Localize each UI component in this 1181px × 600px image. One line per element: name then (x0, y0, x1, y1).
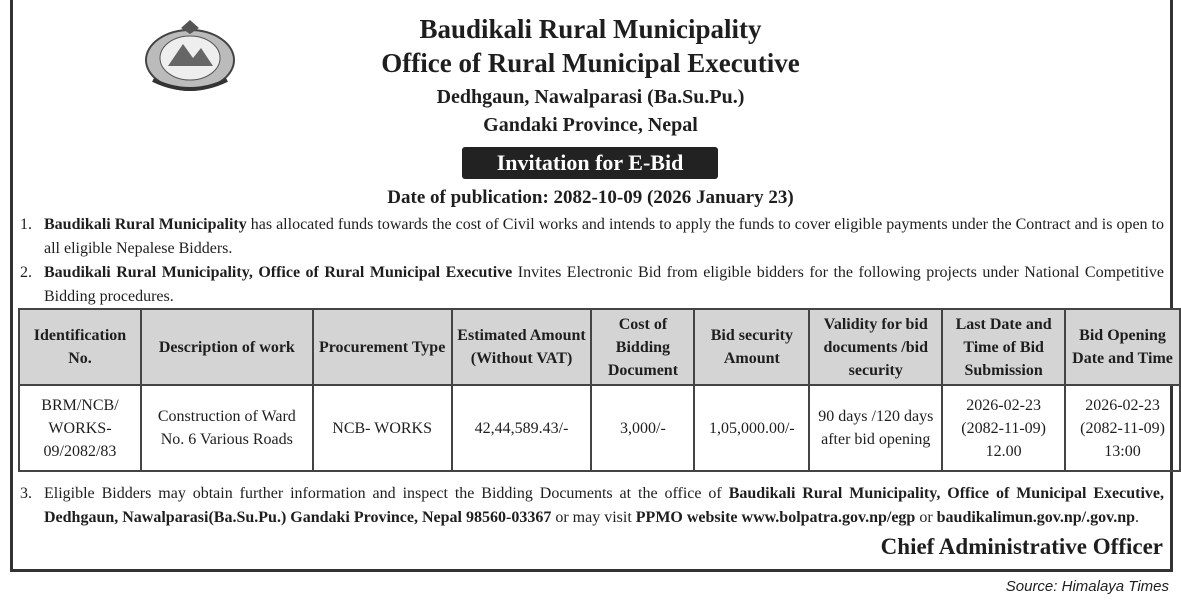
paragraph-bold: Baudikali Rural Municipality, Office of Rural Municipal Executive (44, 264, 513, 281)
paragraph-3 (20, 482, 1164, 530)
cell-security: 1,05,000.00/- (694, 385, 809, 471)
source-credit: Source: Himalaya Times (1005, 578, 1169, 595)
paragraph-bold: Baudikali Rural Municipality (44, 216, 247, 233)
bid-table (18, 308, 1181, 472)
col-validity: Validity for bid documents /bid security (809, 309, 942, 385)
paragraph-number: 2. (20, 264, 32, 281)
table-row (19, 385, 1180, 471)
office-name: Office of Rural Municipal Executive (381, 48, 800, 78)
paragraph-2 (20, 261, 1164, 309)
publication-date: Date of publication: 2082-10-09 (2026 January 23) (387, 187, 794, 208)
col-description: Description of work (141, 309, 313, 385)
paragraph-text: Invites Electronic Bid from eligible bidders for the following projects under National Competitive Bidding procedures. (44, 264, 1164, 305)
address-line: Dedhgaun, Nawalparasi (Ba.Su.Pu.) (436, 86, 745, 108)
cell-procurement: NCB- WORKS (313, 385, 452, 471)
paragraph-text: has allocated funds towards the cost of Civil works and intends to apply the funds to cover eligible payments under the Contract and is open to all eligible Nepalese Bidders. (44, 216, 1164, 257)
cell-validity: 90 days /120 days after bid opening (809, 385, 942, 471)
ppmo-link[interactable]: PPMO website www.bolpatra.gov.np/egp (635, 509, 916, 526)
notice-title-banner: Invitation for E-Bid (462, 147, 718, 179)
cell-cost: 3,000/- (591, 385, 694, 471)
table-header-row (19, 309, 1180, 385)
col-last-date: Last Date and Time of Bid Submission (942, 309, 1065, 385)
paragraph-number: 3. (20, 485, 32, 502)
col-security: Bid security Amount (694, 309, 809, 385)
municipality-link[interactable]: baudikalimun.gov.np/.gov.np (936, 509, 1135, 526)
province-line: Gandaki Province, Nepal (483, 114, 698, 136)
cell-estimated: 42,44,589.43/- (452, 385, 592, 471)
municipality-name: Baudikali Rural Municipality (419, 14, 762, 44)
paragraph-number: 1. (20, 216, 32, 233)
paragraph-text: or may visit (551, 509, 636, 526)
paragraph-text: . (1134, 509, 1139, 526)
cell-description: Construction of Ward No. 6 Various Roads (141, 385, 313, 471)
paragraph-text: or (915, 509, 937, 526)
signatory: Chief Administrative Officer (880, 534, 1163, 559)
col-opening: Bid Opening Date and Time (1065, 309, 1180, 385)
col-estimated: Estimated Amount (Without VAT) (452, 309, 592, 385)
col-id: Identification No. (19, 309, 141, 385)
office-address: Baudikali Rural Municipality, Office of Municipal Executive, Dedhgaun, Nawalparasi(Ba.Su.Pu.) Gandaki Province, Nepal 98560-03367 (44, 485, 1164, 526)
cell-opening: 2026-02-23 (2082-11-09) 13:00 (1065, 385, 1180, 471)
paragraph-1 (20, 213, 1164, 261)
col-procurement: Procurement Type (313, 309, 452, 385)
col-cost: Cost of Bidding Document (591, 309, 694, 385)
cell-id: BRM/NCB/ WORKS- 09/2082/83 (19, 385, 141, 471)
cell-last-date: 2026-02-23 (2082-11-09) 12.00 (942, 385, 1065, 471)
paragraph-text: Eligible Bidders may obtain further information and inspect the Bidding Documents at the office of (44, 485, 729, 502)
